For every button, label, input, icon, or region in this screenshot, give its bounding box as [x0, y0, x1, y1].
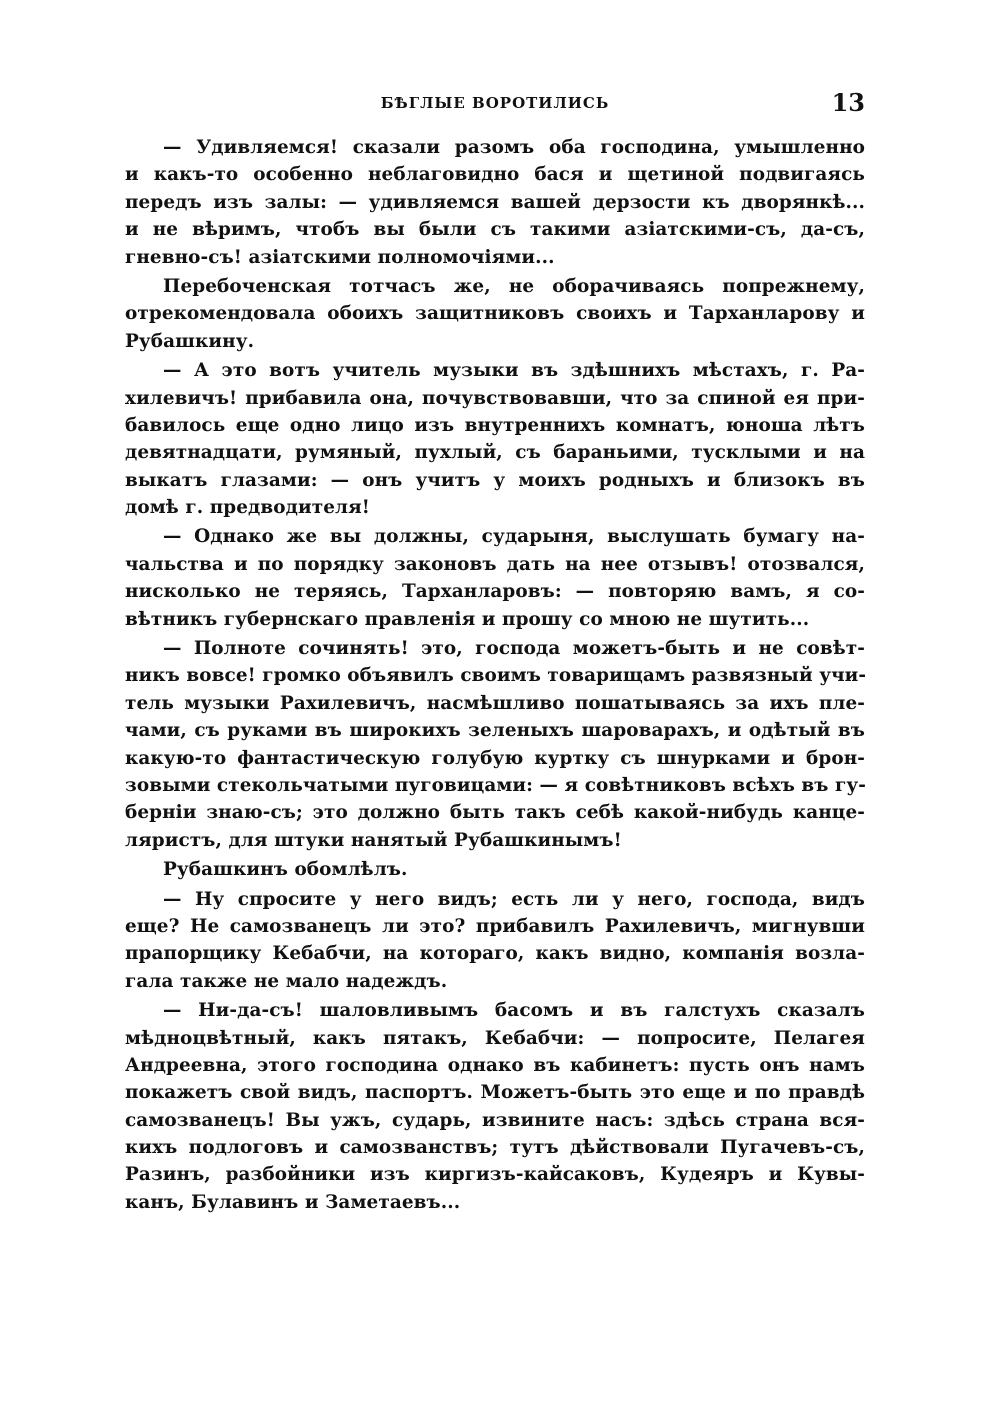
text-line: и какъ-то особенно неблаговидно бася и щетиной подвигаясь — [125, 164, 865, 186]
paragraph — [125, 886, 865, 996]
text-line: Разинъ, разбойники изъ киргизъ-кайсаковъ, Кудеяръ и Кувы- — [125, 1164, 865, 1186]
page-number: 13 — [831, 88, 865, 117]
paragraph — [125, 635, 865, 854]
text-line: покажетъ свой видъ, паспортъ. Можетъ-быть это еще и по правдѣ — [125, 1082, 865, 1104]
text-line: и не вѣримъ, чтобъ вы были съ такими азіатскими-съ, да-съ, — [125, 219, 865, 241]
text-line: тель музыки Рахилевичъ, насмѣшливо пошатываясь за ихъ пле- — [125, 692, 865, 714]
text-line: девятнадцати, румяный, пухлый, съ бараньими, тусклыми и на — [125, 442, 865, 464]
text-line: — Однако же вы должны, сударыня, выслушать бумагу на- — [163, 526, 865, 548]
text-line: Перебоченская тотчасъ же, не оборачиваясь попрежнему, — [163, 275, 865, 297]
text-line: — Полноте сочинять! это, господа можетъ-быть и не совѣт- — [163, 638, 865, 660]
text-line: Рубашкинъ обомлѣлъ. — [163, 859, 408, 881]
text-line: Рубашкину. — [125, 330, 255, 352]
body-text — [125, 134, 865, 1216]
text-line: нисколько не теряясь, Тарханларовъ: — повторяю вамъ, я со- — [125, 581, 865, 603]
text-line: берніи знаю-съ; это должно быть такъ себѣ какой-нибудь канце- — [125, 802, 865, 824]
text-line: — Удивляемся! сказали разомъ оба господина, умышленно — [163, 137, 865, 158]
text-line: никъ вовсе! громко объявилъ своимъ товарищамъ развязный учи- — [125, 665, 867, 687]
text-line: отрекомендовала обоихъ защитниковъ своихъ и Тарханларову и — [125, 303, 865, 325]
paragraph — [125, 523, 865, 633]
text-line: зовыми стекольчатыми пуговицами: — я совѣтниковъ всѣхъ въ гу- — [125, 774, 866, 796]
text-line: — Ну спросите у него видъ; есть ли у него, господа, видъ — [163, 888, 865, 910]
paragraph — [125, 273, 865, 355]
text-line: гала также не мало надеждъ. — [125, 970, 448, 992]
text-line: какую-то фантастическую голубую куртку съ шнурками и брон- — [125, 747, 865, 769]
text-line: — А это вотъ учитель музыки въ здѣшнихъ мѣстахъ, г. Ра- — [163, 360, 865, 382]
running-head — [125, 88, 865, 118]
text-line: вѣтникъ губернскаго правленія и прошу со мною не шутить... — [125, 608, 810, 630]
paragraph — [125, 134, 865, 271]
paragraph — [125, 856, 865, 883]
text-line: выкатъ глазами: — онъ учитъ у моихъ родныхъ и близокъ въ — [125, 469, 865, 491]
text-line: гневно-съ! азіатскими полномочіями... — [125, 246, 555, 268]
text-line: передъ изъ залы: — удивляемся вашей дерзости къ дворянкѣ... — [125, 191, 865, 213]
text-line: чальства и по порядку законовъ дать на нее отзывъ! отозвался, — [125, 553, 865, 575]
text-line: чами, съ руками въ широкихъ зеленыхъ шароварахъ, и одѣтый въ — [125, 720, 865, 742]
text-line: бавилось еще одно лицо изъ внутреннихъ комнатъ, юноша лѣтъ — [125, 414, 865, 436]
paragraph — [125, 997, 865, 1216]
text-line: домѣ г. предводителя! — [125, 497, 370, 519]
text-line: прапорщику Кебабчи, на котораго, какъ видно, компанія возла- — [125, 943, 865, 965]
text-line: мѣдноцвѣтный, какъ пятакъ, Кебабчи: — попросите, Пелагея — [125, 1027, 865, 1049]
text-line: ляристъ, для штуки нанятый Рубашкинымъ! — [125, 829, 622, 851]
text-line: самозванецъ! Вы ужъ, сударь, извините насъ: здѣсь страна вся- — [125, 1109, 865, 1131]
text-line: канъ, Булавинъ и Заметаевъ... — [125, 1191, 461, 1213]
text-line: Андреевна, этого господина однако въ кабинетъ: пусть онъ намъ — [125, 1054, 865, 1076]
running-title: БѢГЛЫЕ ВОРОТИЛИСЬ — [380, 94, 610, 112]
text-line: — Ни-да-съ! шаловливымъ басомъ и въ галстухъ сказалъ — [163, 1000, 865, 1022]
text-line: кихъ подлоговъ и самозванствъ; тутъ дѣйствовали Пугачевъ-съ, — [125, 1137, 865, 1159]
paragraph — [125, 357, 865, 521]
text-line: еще? Не самозванецъ ли это? прибавилъ Рахилевичъ, мигнувши — [125, 915, 865, 937]
text-line: хилевичъ! прибавила она, почувствовавши, что за спиной ея при- — [125, 387, 865, 409]
